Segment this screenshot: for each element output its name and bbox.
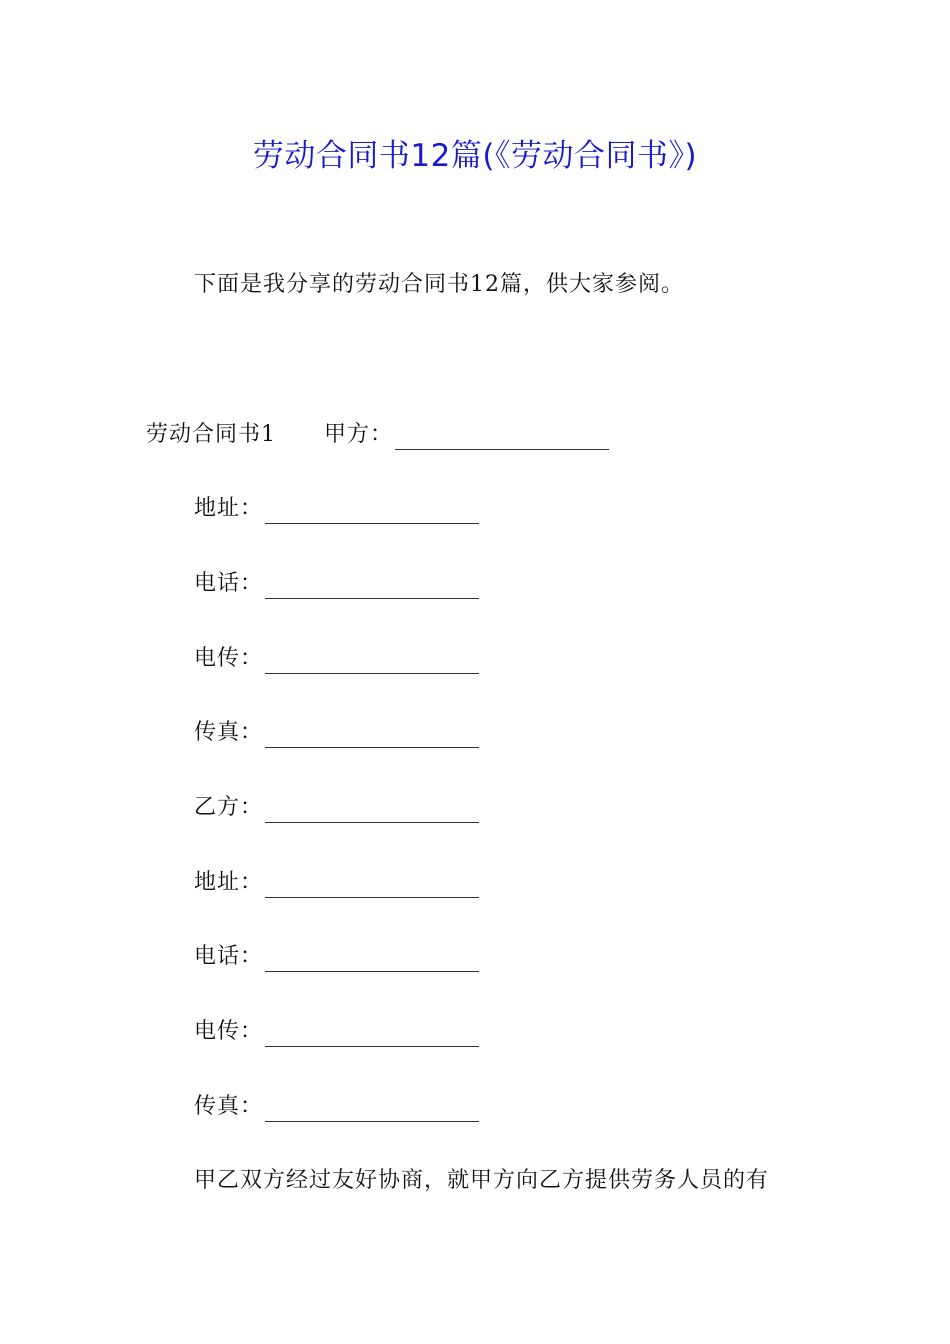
field-blank [265, 800, 479, 823]
party-a-label: 甲方： [324, 422, 394, 447]
field-label: 电话： [194, 571, 264, 596]
field-blank [265, 875, 479, 898]
field-row [194, 494, 479, 524]
field-label: 电传： [194, 646, 264, 671]
field-blank [265, 1024, 479, 1047]
field-label: 乙方： [194, 795, 264, 820]
field-row [194, 868, 479, 898]
field-row [194, 1092, 479, 1122]
party-a-blank [395, 427, 609, 450]
field-blank [265, 1099, 479, 1122]
field-row [194, 644, 479, 674]
closing-paragraph: 甲乙双方经过友好协商，就甲方向乙方提供劳务人员的有 [194, 1168, 770, 1193]
field-label: 地址： [194, 870, 264, 895]
field-label: 传真： [194, 1094, 264, 1119]
field-row [194, 1017, 479, 1047]
field-blank [265, 949, 479, 972]
document-title: 劳动合同书12篇(《劳动合同书》) [252, 138, 698, 174]
field-label: 电话： [194, 944, 264, 969]
section-heading: 劳动合同书1 [146, 422, 276, 447]
field-row [194, 942, 479, 972]
field-blank [265, 501, 479, 524]
contract-heading-row [146, 420, 609, 450]
field-row [194, 793, 479, 823]
field-row [194, 569, 479, 599]
field-blank [265, 576, 479, 599]
field-blank [265, 651, 479, 674]
field-label: 传真： [194, 720, 264, 745]
field-label: 地址： [194, 496, 264, 521]
field-label: 电传： [194, 1019, 264, 1044]
intro-paragraph: 下面是我分享的劳动合同书12篇，供大家参阅。 [194, 272, 684, 297]
field-blank [265, 725, 479, 748]
field-row [194, 718, 479, 748]
